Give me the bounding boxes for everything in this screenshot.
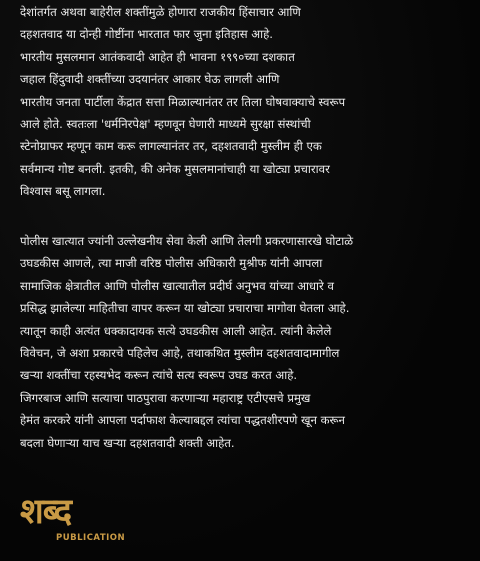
blurb-paragraph-2: [20, 230, 472, 454]
text-line: पोलीस खात्यात ज्यांनी उल्लेखनीय सेवा केली आणि तेलगी प्रकरणासारखे घोटाळे: [20, 234, 354, 248]
text-line: सर्वमान्य गोष्ट बनली. इतकी, की अनेक मुसलमानांचाही या खोट्या प्रचारावर: [20, 161, 330, 176]
publisher-logo-subtitle: PUBLICATION: [56, 533, 126, 543]
text-line: देशांतर्गत अथवा बाहेरील शक्तींमुळे होणारा राजकीय हिंसाचार आणि: [20, 5, 301, 19]
text-line: जहाल हिंदुवादी शक्तींच्या उदयानंतर आकार घेऊ लागली आणि: [20, 72, 280, 87]
text-line: जिगरबाज आणि सत्याचा पाठपुरावा करणाऱ्या महाराष्ट्र एटीएसचे प्रमुख: [20, 390, 311, 405]
text-line: दहशतवाद या दोन्ही गोष्टींना भारतात फार जुना इतिहास आहे.: [20, 27, 273, 42]
publisher-logo-mark: शब्द: [20, 491, 72, 532]
text-line: विश्वास बसू लागला.: [20, 184, 106, 199]
text-line: सामाजिक क्षेत्रातील आणि पोलीस खात्यातील प्रदीर्घ अनुभव यांच्या आधारे व: [20, 278, 334, 293]
text-line: हेमंत करकरे यांनी आपला पर्दाफाश केल्याबद्दल त्यांचा पद्धतशीरपणे खून करून: [20, 413, 345, 428]
publisher-logo: [20, 491, 140, 551]
text-line: त्यातून काही अत्यंत धक्कादायक सत्ये उघडकीस आली आहेत. त्यांनी केलेले: [20, 323, 332, 338]
text-line: प्रसिद्ध झालेल्या माहितीचा वापर करून या खोट्या प्रचाराचा मागोवा घेतला आहे.: [20, 301, 350, 316]
text-line: विवेचन, जे अशा प्रकारचे पहिलेच आहे, तथाकथित मुस्लीम दहशतवादामागील: [20, 345, 340, 360]
text-line: आले होते. स्वतःला 'धर्मनिरपेक्ष' म्हणवून घेणारी माध्यमे सुरक्षा संस्थांची: [20, 116, 311, 131]
text-line: उघडकीस आणले, त्या माजी वरिष्ठ पोलीस अधिकारी मुश्रीफ यांनी आपला: [20, 256, 323, 271]
text-line: बदला घेणाऱ्या याच खऱ्या दहशतवादी शक्ती आहेत.: [20, 435, 235, 450]
text-line: भारतीय जनता पार्टीला केंद्रात सत्ता मिळाल्यानंतर तर तिला घोषवाक्याचे स्वरूप: [20, 94, 346, 109]
blurb-paragraph-1: [20, 1, 472, 203]
text-line: भारतीय मुसलमान आतंकवादी आहेत ही भावना १९९०च्या दशकात: [20, 49, 295, 64]
text-line: खऱ्या शक्तींचा रहस्यभेद करून त्यांचे सत्य स्वरूप उघड करत आहे.: [20, 368, 298, 383]
text-line: स्टेनोग्राफर म्हणून काम करू लागल्यानंतर तर, दहशतवादी मुस्लीम ही एक: [20, 139, 322, 154]
